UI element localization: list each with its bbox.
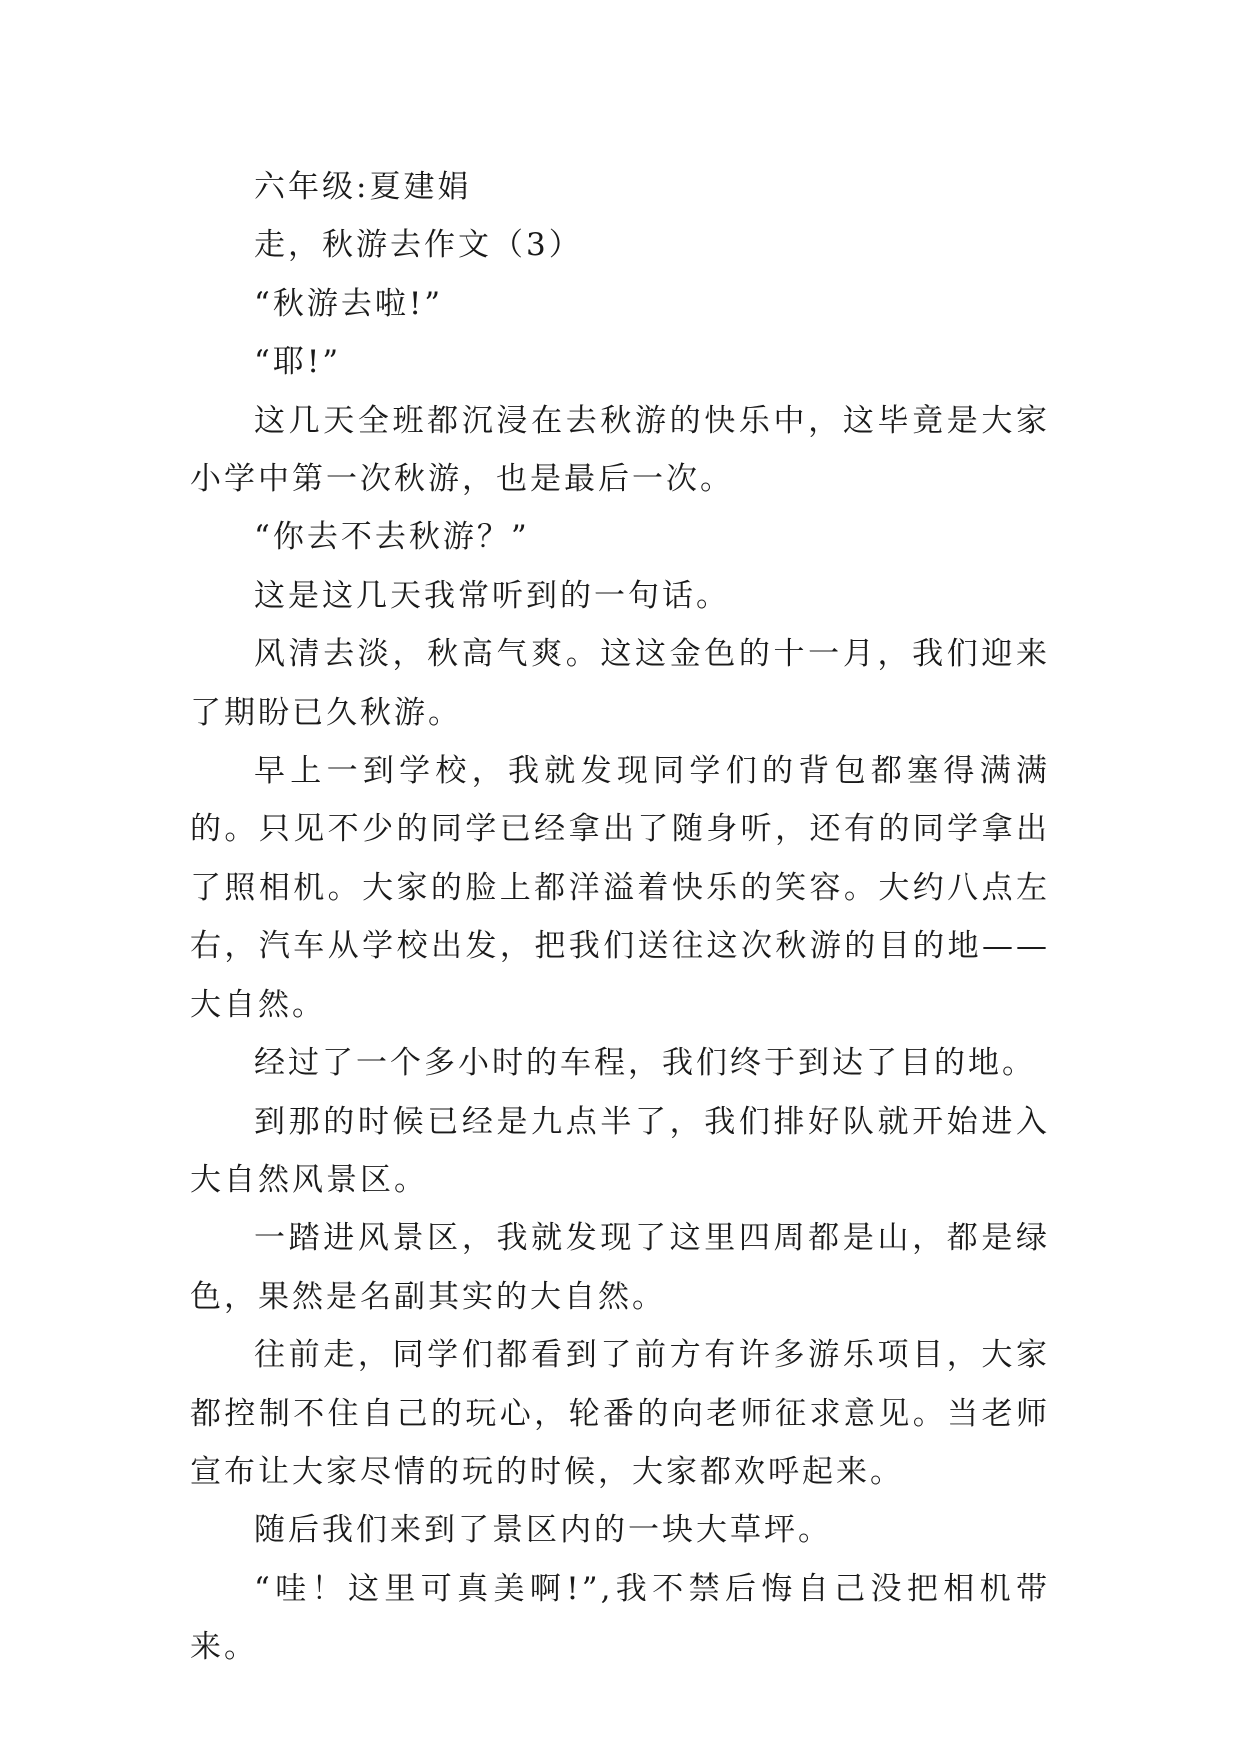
essay-title: 走，秋游去作文（3） bbox=[254, 227, 583, 264]
paragraph: 往前走，同学们都看到了前方有许多游乐项目，大家都控制不住自己的玩心，轮番的向老师征求意见。当老师宣布让大家尽情的玩的时候，大家都欢呼起来。 bbox=[190, 1337, 1050, 1490]
paragraph: “耶!” bbox=[254, 344, 342, 381]
paragraph: “秋游去啦!” bbox=[254, 285, 444, 322]
paragraph: 这几天全班都沉浸在去秋游的快乐中，这毕竟是大家小学中第一次秋游，也是最后一次。 bbox=[190, 402, 1050, 498]
author-line: 六年级:夏建娟 bbox=[254, 169, 472, 205]
paragraph: 风清去淡，秋高气爽。这这金色的十一月，我们迎来了期盼已久秋游。 bbox=[190, 636, 1050, 731]
essay-body bbox=[190, 158, 1050, 1677]
paragraph: 经过了一个多小时的车程，我们终于到达了目的地。 bbox=[254, 1045, 1036, 1082]
paragraph: 到那的时候已经是九点半了，我们排好队就开始进入大自然风景区。 bbox=[190, 1103, 1050, 1198]
paragraph: 随后我们来到了景区内的一块大草坪。 bbox=[254, 1512, 832, 1549]
paragraph: 一踏进风景区，我就发现了这里四周都是山，都是绿色，果然是名副其实的大自然。 bbox=[190, 1220, 1050, 1315]
paragraph: 早上一到学校，我就发现同学们的背包都塞得满满的。只见不少的同学已经拿出了随身听，还有的同学拿出了照相机。大家的脸上都洋溢着快乐的笑容。大约八点左右，汽车从学校出发，把我们送往这次秋游的目的地——大自然。 bbox=[190, 753, 1050, 1023]
paragraph: “你去不去秋游？” bbox=[254, 519, 530, 556]
paragraph: 这是这几天我常听到的一句话。 bbox=[254, 577, 730, 614]
paragraph: “哇！这里可真美啊!”,我不禁后悔自己没把相机带来。 bbox=[190, 1570, 1050, 1666]
